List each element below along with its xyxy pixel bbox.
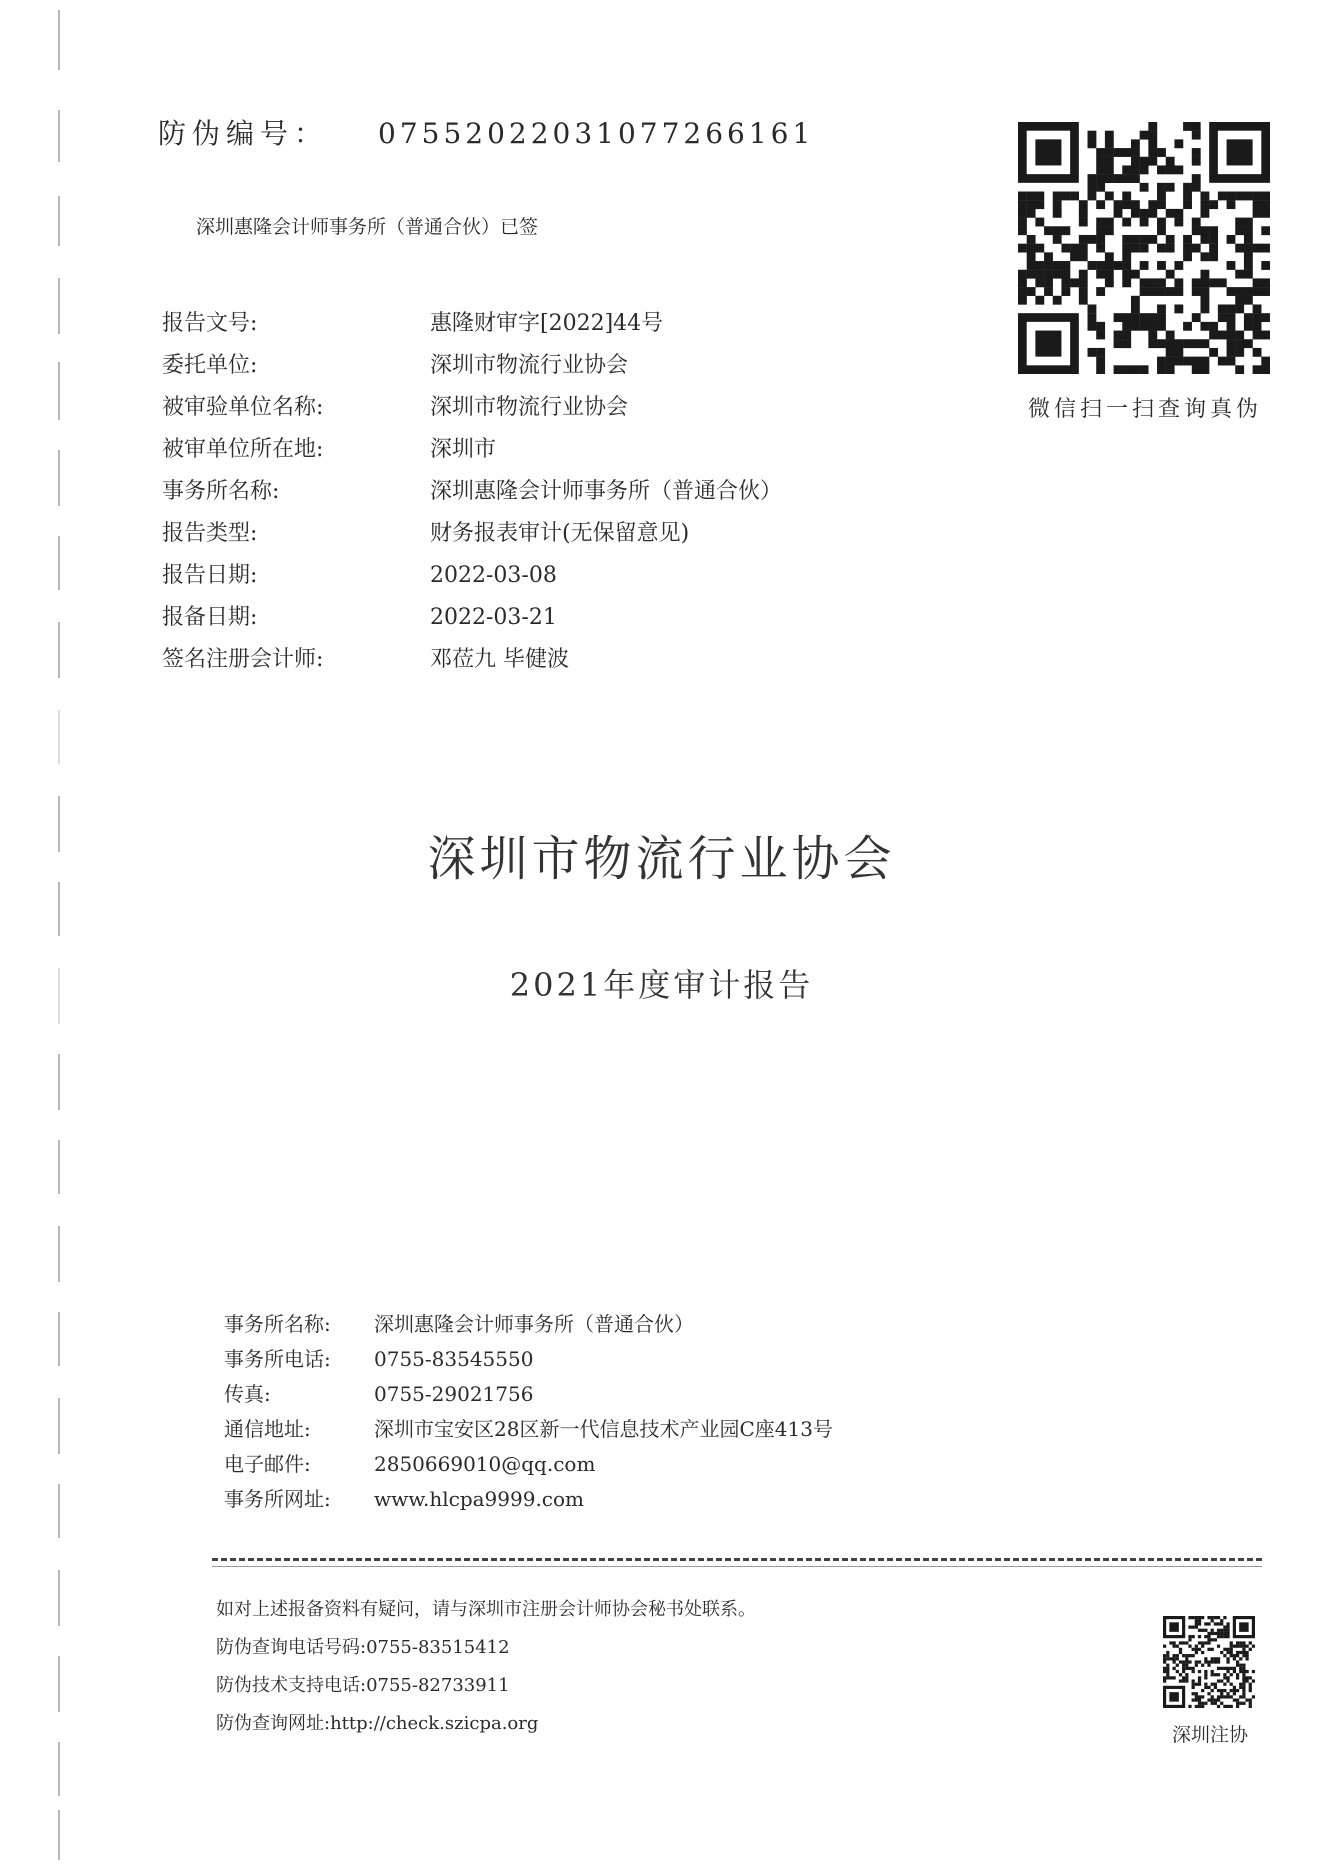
contact-label: 通信地址:: [224, 1417, 311, 1441]
info-row: [162, 432, 496, 463]
contact-label: 事务所电话:: [224, 1347, 331, 1371]
info-row: [162, 474, 782, 505]
footer-line: [216, 1709, 538, 1735]
contact-row: [224, 1378, 533, 1407]
footer-notice: 如对上述报备资料有疑问，请与深圳市注册会计师协会秘书处联系。: [216, 1599, 756, 1620]
info-label: 签名注册会计师:: [162, 647, 324, 672]
info-value: 2022-03-21: [430, 605, 557, 630]
footer-line: [216, 1633, 510, 1659]
footer-phone: 0755-83515412: [366, 1637, 510, 1658]
info-row: [162, 390, 628, 421]
contact-value: 0755-83545550: [374, 1347, 534, 1371]
contact-label: 事务所网址:: [224, 1487, 331, 1511]
info-row: [162, 348, 628, 379]
contact-email[interactable]: 2850669010@qq.com: [374, 1452, 596, 1476]
info-label: 委托单位:: [162, 353, 258, 378]
anti-fake-label: 防伪编号：: [158, 117, 329, 150]
info-value: 惠隆财审字[2022]44号: [430, 311, 664, 336]
signed-note: 深圳惠隆会计师事务所（普通合伙）已签: [196, 216, 539, 238]
divider: [212, 1558, 1262, 1561]
info-label: 报备日期:: [162, 605, 258, 630]
qr-small-caption: 深圳注协: [1171, 1724, 1248, 1746]
contact-value: 0755-29021756: [374, 1382, 534, 1406]
footer-line: [216, 1671, 510, 1697]
qr-code-icon[interactable]: [1163, 1616, 1255, 1708]
contact-value: 深圳市宝安区28区新一代信息技术产业园C座413号: [374, 1417, 833, 1441]
contact-value: 深圳惠隆会计师事务所（普通合伙）: [374, 1312, 694, 1336]
info-value: 2022-03-08: [430, 563, 557, 588]
info-label: 报告类型:: [162, 521, 258, 546]
footer-label: 防伪查询电话号码:: [216, 1637, 367, 1658]
contact-label: 传真:: [224, 1382, 271, 1406]
contact-label: 事务所名称:: [224, 1312, 331, 1336]
info-row: [162, 642, 569, 673]
info-value: 深圳市: [430, 437, 497, 462]
footer-label: 防伪技术支持电话:: [216, 1675, 367, 1696]
organization-title: 深圳市物流行业协会: [427, 831, 896, 887]
info-label: 被审验单位名称:: [162, 395, 324, 420]
contact-label: 电子邮件:: [224, 1452, 311, 1476]
contact-row: [224, 1343, 533, 1372]
info-value: 邓莅九 毕健波: [430, 647, 569, 672]
footer-phone: 0755-82733911: [366, 1675, 510, 1696]
info-row: [162, 558, 557, 589]
contact-website-link[interactable]: www.hlcpa9999.com: [374, 1487, 585, 1511]
info-value: 深圳惠隆会计师事务所（普通合伙）: [430, 479, 783, 504]
contact-row: [224, 1448, 595, 1477]
divider: [212, 1566, 1262, 1567]
contact-row: [224, 1483, 584, 1512]
anti-fake-number-line: [158, 112, 814, 152]
info-row: [162, 600, 557, 631]
qr-code-icon[interactable]: [1018, 122, 1270, 374]
contact-row: [224, 1308, 694, 1337]
info-value: 财务报表审计(无保留意见): [430, 521, 690, 546]
info-row: [162, 306, 663, 337]
footer-check-link[interactable]: http://check.szicpa.org: [330, 1713, 539, 1734]
report-title: 2021年度审计报告: [509, 966, 814, 1004]
footer-label: 防伪查询网址:: [216, 1713, 331, 1734]
anti-fake-number: 07552022031077266161: [378, 117, 815, 150]
info-label: 报告日期:: [162, 563, 258, 588]
info-label: 报告文号:: [162, 311, 258, 336]
info-row: [162, 516, 689, 547]
contact-row: [224, 1413, 833, 1442]
info-label: 事务所名称:: [162, 479, 280, 504]
info-value: 深圳市物流行业协会: [430, 353, 629, 378]
info-label: 被审单位所在地:: [162, 437, 324, 462]
info-value: 深圳市物流行业协会: [430, 395, 629, 420]
qr-caption: 微信扫一扫查询真伪: [1027, 397, 1262, 422]
